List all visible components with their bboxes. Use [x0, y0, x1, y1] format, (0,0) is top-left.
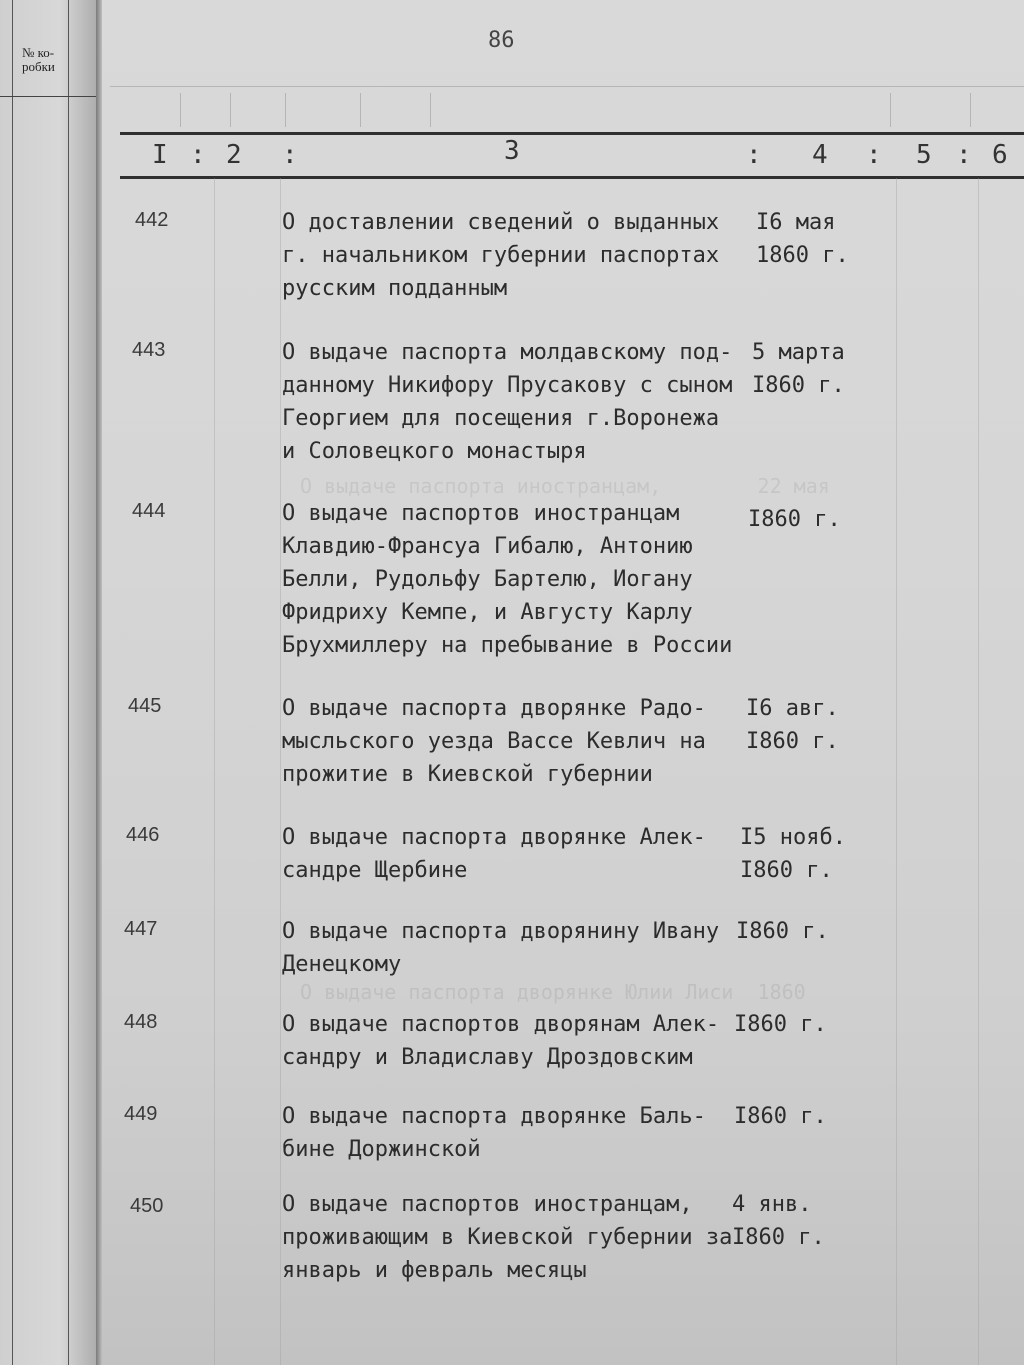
entry-date: I5 нояб. I860 г.: [740, 825, 846, 883]
entry-date: I860 г.: [734, 1012, 827, 1037]
entry-title: О доставлении сведений о выданных г. начальником губернии паспортах русским подданным: [282, 210, 720, 301]
column-divider: [280, 178, 281, 1365]
bleed-through-header: [110, 86, 1024, 131]
entry-title: О выдаче паспорта дворянке Баль- бине Доржинской: [282, 1104, 706, 1162]
column-number-2: 2: [226, 140, 242, 170]
column-separator: :: [282, 140, 298, 170]
column-separator: :: [190, 140, 206, 170]
entry-date: 5 марта I860 г.: [752, 340, 845, 398]
column-separator: :: [866, 140, 882, 170]
entry-title: О выдаче паспортов дворянам Алек- сандру и Владиславу Дроздовским: [282, 1012, 720, 1070]
entry-date: I860 г.: [748, 507, 841, 532]
entry-title: О выдаче паспорта дворянину Ивану Денецкому: [282, 919, 720, 977]
entry-title: О выдаче паспорта дворянке Алек- сандре Щербине: [282, 825, 706, 883]
entry-date: 4 янв. I860 г.: [732, 1192, 825, 1250]
entry-title: О выдаче паспорта молдавскому под- данному Никифору Прусакову с сыном Георгием для посещения г.Воронежа и Соловецкого монастыря: [282, 340, 733, 464]
bleed-through-text: О выдаче паспорта иностранцам, 22 мая: [300, 474, 830, 498]
column-divider: [978, 178, 979, 1365]
entry-number: 446: [126, 824, 160, 846]
column-separator: :: [746, 140, 762, 170]
entry-title: О выдаче паспорта дворянке Радо- мысльского уезда Вассе Кевлич на прожитие в Киевской губернии: [282, 696, 706, 787]
book-spine: [96, 0, 102, 1365]
entry-number: 445: [128, 695, 162, 717]
column-number-3: 3: [504, 136, 520, 166]
previous-page-edge: [0, 0, 100, 1365]
bleed-through-text: О выдаче паспорта дворянке Юлии Лиси 1860: [300, 980, 806, 1004]
column-separator: :: [956, 140, 972, 170]
column-divider: [896, 178, 897, 1365]
entry-number: 449: [124, 1103, 158, 1125]
entry-number: 442: [135, 209, 169, 231]
entry-number: 450: [130, 1195, 164, 1217]
entry-number: 444: [132, 500, 166, 522]
entry-date: I6 мая 1860 г.: [756, 210, 849, 268]
header-rule-top: [120, 132, 1024, 135]
column-number-1: I: [152, 140, 168, 170]
entry-title: О выдаче паспортов иностранцам, проживающим в Киевской губернии за январь и февраль месяцы: [282, 1192, 733, 1283]
column-number-5: 5: [916, 140, 932, 170]
column-number-4: 4: [812, 140, 828, 170]
entry-number: 447: [124, 918, 158, 940]
page-number: 86: [488, 28, 515, 53]
column-number-6: 6: [992, 140, 1008, 170]
entry-date: I6 авг. I860 г.: [746, 696, 839, 754]
entry-date: I860 г.: [734, 1104, 827, 1129]
entry-date: I860 г.: [736, 919, 829, 944]
prev-page-box-column-header: № ко- робки: [22, 45, 55, 74]
entry-title: О выдаче паспортов иностранцам Клавдию-Франсуа Гибалю, Антонию Белли, Рудольфу Бартелю, Иогану Фридриху Кемпе, и Августу Карлу Брухмиллеру на пребывание в России: [282, 501, 733, 658]
entry-number: 443: [132, 339, 166, 361]
entry-number: 448: [124, 1011, 158, 1033]
column-divider: [214, 178, 215, 1365]
header-rule-bottom: [120, 176, 1024, 179]
